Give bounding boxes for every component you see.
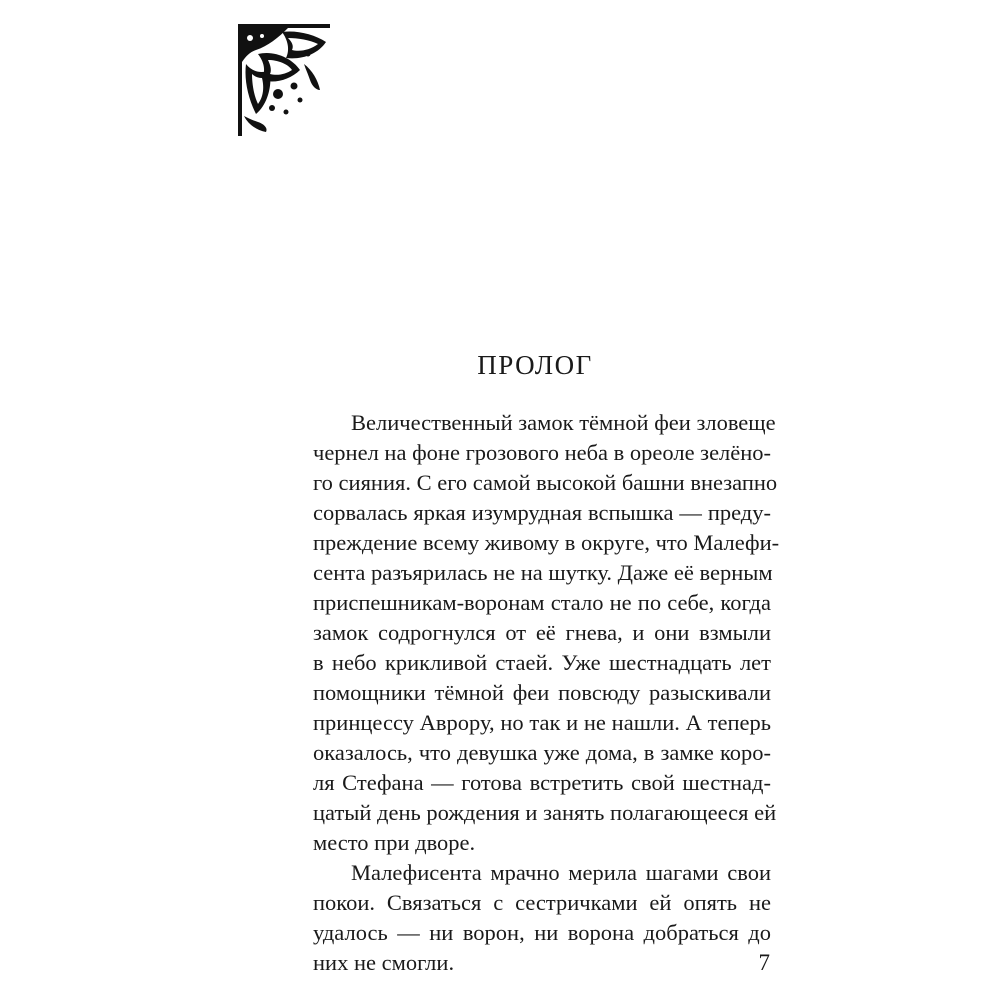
text-line: чернел на фоне грозового неба в ореоле зелёно-	[313, 440, 772, 465]
text-line: Малефисента мрачно мерила шагами свои	[351, 860, 771, 885]
paragraph	[313, 408, 780, 858]
text-line: сорвалась яркая изумрудная вспышка — преду-	[313, 500, 771, 525]
page-number: 7	[758, 950, 770, 975]
paragraph	[313, 858, 771, 978]
text-line: сента разъярилась не на шутку. Даже её верным	[313, 560, 773, 585]
text-line: удалось — ни ворон, ни ворона добраться до	[313, 920, 771, 945]
body-text	[313, 408, 780, 978]
text-line: оказалось, что девушка уже дома, в замке коро-	[313, 740, 771, 765]
text-line: преждение всему живому в округе, что Малефи-	[313, 530, 780, 555]
text-line: го сияния. С его самой высокой башни внезапно	[313, 470, 778, 495]
text-line: в небо крикливой стаей. Уже шестнадцать лет	[313, 650, 771, 675]
text-line: принцессу Аврору, но так и не нашли. А теперь	[313, 710, 771, 735]
text-line: цатый день рождения и занять полагающееся ей	[313, 800, 777, 825]
corner-ornament-icon	[238, 24, 330, 136]
text-line: место при дворе.	[313, 830, 476, 855]
text-line: Величественный замок тёмной феи зловеще	[351, 410, 776, 435]
text-line: приспешникам-воронам стало не по себе, когда	[313, 590, 771, 615]
chapter-title: ПРОЛОГ	[477, 350, 593, 380]
text-line: покои. Связаться с сестричками ей опять не	[313, 890, 771, 915]
text-line: помощники тёмной феи повсюду разыскивали	[313, 680, 771, 705]
text-line: ля Стефана — готова встретить свой шестнад-	[313, 770, 771, 795]
text-line: них не смогли.	[313, 950, 455, 975]
text-line: замок содрогнулся от её гнева, и они взмыли	[313, 620, 771, 645]
